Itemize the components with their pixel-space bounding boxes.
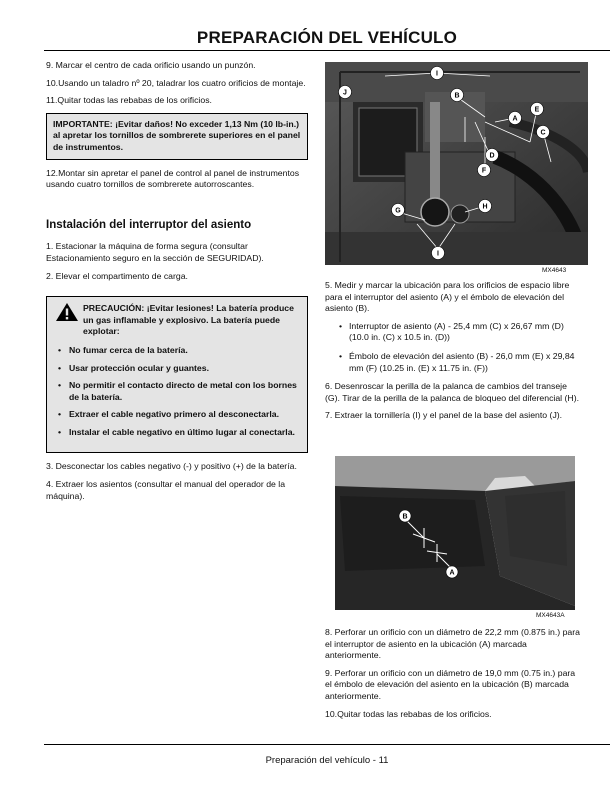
seat-base-illustration [325,62,588,265]
step-7: 7. Extraer la tornillería (I) y el panel de la base del asiento (J). [325,410,563,421]
step-5: 5. Medir y marcar la ubicación para los orificios de espacio libre para el interruptor del asiento (A) y el émbolo de elevación del asiento (B). [325,280,570,314]
drill-location-photo [335,456,575,610]
callout-label: B [402,513,408,521]
right-column-bottom [325,627,583,726]
seat-base-photo [325,62,588,265]
step-1: 1. Estacionar la máquina de forma segura (consultar Estacionamiento seguro en la sección de SEGURIDAD). [46,241,264,263]
spec-item: • Interruptor de asiento (A) - 25,4 mm (C) x 26,67 mm (D) (10.0 in. (C) x 10.5 in. (D)) [339,321,583,344]
callout-label: B [454,92,460,100]
step-10: 10.Usando un taladro nº 20, taladrar los cuatro orificios de montaje. [46,77,306,88]
important-note: IMPORTANTE: ¡Evitar daños! No exceder 1,13 Nm (10 lb-in.) al apretar los tornillos de sombrerete superiores en el panel de instrumentos. [46,113,308,160]
step-4: 4. Extraer los asientos (consultar el manual del operador de la máquina). [46,479,286,501]
step-2: 2. Elevar el compartimento de carga. [46,270,188,281]
spec-list [325,321,583,374]
callout-label: F [481,167,487,175]
step-8: 8. Perforar un orificio con un diámetro de 22,2 mm (0.875 in.) para el interruptor de asiento en la ubicación (A) marcada anteriormente. [325,627,580,661]
step-9b: 9. Perforar un orificio con un diámetro de 19,0 mm (0.75 in.) para el émbolo de elevación del asiento en la ubicación (B) marcada anteriormente. [325,667,576,701]
step-6: 6. Desenroscar la perilla de la palanca de cambios del transeje (G). Tirar de la perilla de la palanca de bloqueo del diferencial (H). [325,381,580,403]
caution-item: • Usar protección ocular y guantes. [69,363,299,375]
step-11: 11.Quitar todas las rebabas de los orificios. [46,95,212,106]
callout-label: D [489,152,495,160]
caution-lead: PRECAUCIÓN: ¡Evitar lesiones! La batería produce un gas inflamable y explosivo. La batería puede explotar: [83,303,294,337]
caution-box [46,296,308,453]
callout-label: J [343,89,347,97]
left-column [46,60,308,508]
step-10b: 10.Quitar todas las rebabas de los orificios. [325,708,492,719]
warning-triangle-icon [55,302,79,322]
caution-item: • No fumar cerca de la batería. [69,345,299,357]
callout-label: C [540,129,546,137]
callout-label: I [436,70,438,78]
title-divider [44,50,610,51]
figure-id: MX4643A [536,612,565,619]
figure-id: MX4643 [542,267,567,274]
spec-item: • Émbolo de elevación del asiento (B) - 26,0 mm (E) x 29,84 mm (F) (10.25 in. (E) x 11.75 in. (F)) [339,351,583,374]
callout-label: E [534,106,540,114]
caution-list [55,345,299,439]
callout-label: H [482,203,488,211]
step-12: 12.Montar sin apretar el panel de control al panel de instrumentos usando cuatro tornillos de sombrerete autorroscantes. [46,167,300,190]
callout-label: G [395,207,401,215]
page-footer: Preparación del vehículo - 11 [265,755,389,766]
callout-label: A [449,569,455,577]
caution-item: • Instalar el cable negativo en último lugar al conectarla. [69,427,299,439]
callout-label: I [437,250,439,258]
drill-location-illustration [335,456,575,610]
right-column [325,280,583,428]
caution-item: • No permitir el contacto directo de metal con los bornes de la batería. [69,380,299,403]
step-3: 3. Desconectar los cables negativo (-) y positivo (+) de la batería. [46,461,297,472]
footer-divider [44,744,610,745]
step-9: 9. Marcar el centro de cada orificio usando un punzón. [46,60,256,70]
section-title: Instalación del interruptor del asiento [46,218,252,231]
caution-item: • Extraer el cable negativo primero al desconectarla. [69,409,299,421]
callout-label: A [512,115,518,123]
page-title: PREPARACIÓN DEL VEHÍCULO [196,28,458,47]
